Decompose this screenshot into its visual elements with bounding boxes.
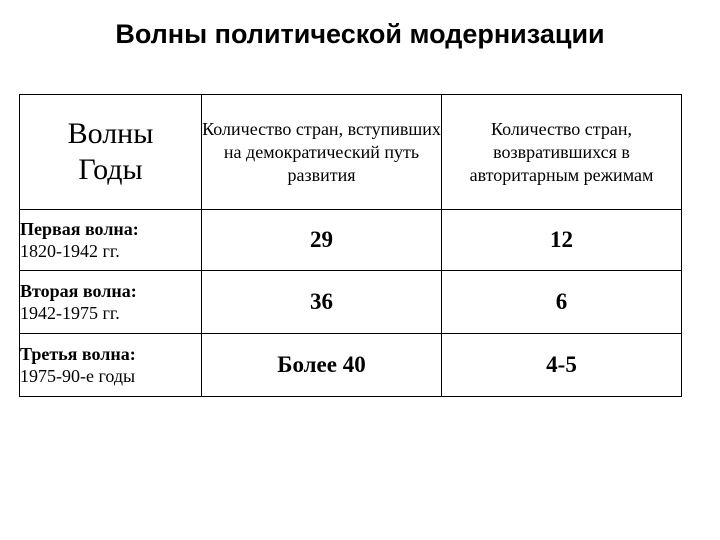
row-label-cell xyxy=(20,271,202,334)
democratic-count: Более 40 xyxy=(202,334,442,397)
authoritarian-count: 12 xyxy=(442,210,682,271)
wave-years: 1942-1975 гг. xyxy=(20,303,120,323)
wave-years: 1820-1942 гг. xyxy=(20,241,120,261)
table-header-row xyxy=(20,95,682,210)
table-row xyxy=(20,334,682,397)
header-cell-authoritarian: Количество стран, возвратившихся в авторитарным режимам xyxy=(442,95,682,210)
waves-table xyxy=(19,94,682,397)
authoritarian-count: 6 xyxy=(442,271,682,334)
page-title: Волны политической модернизации xyxy=(115,19,605,49)
header-cell-democratic: Количество стран, вступивших на демократический путь развития xyxy=(202,95,442,210)
wave-name: Третья волна: xyxy=(20,344,136,364)
democratic-count: 36 xyxy=(202,271,442,334)
democratic-count: 29 xyxy=(202,210,442,271)
wave-name: Вторая волна: xyxy=(20,281,137,301)
row-label-cell xyxy=(20,334,202,397)
wave-name: Первая волна: xyxy=(20,219,139,239)
header-years-label: Годы xyxy=(78,153,143,186)
row-label-cell xyxy=(20,210,202,271)
header-cell-waves-years xyxy=(20,95,202,210)
table-row xyxy=(20,271,682,334)
table-row xyxy=(20,210,682,271)
authoritarian-count: 4-5 xyxy=(442,334,682,397)
header-waves-label: Волны xyxy=(67,117,154,150)
wave-years: 1975-90-е годы xyxy=(20,366,136,386)
